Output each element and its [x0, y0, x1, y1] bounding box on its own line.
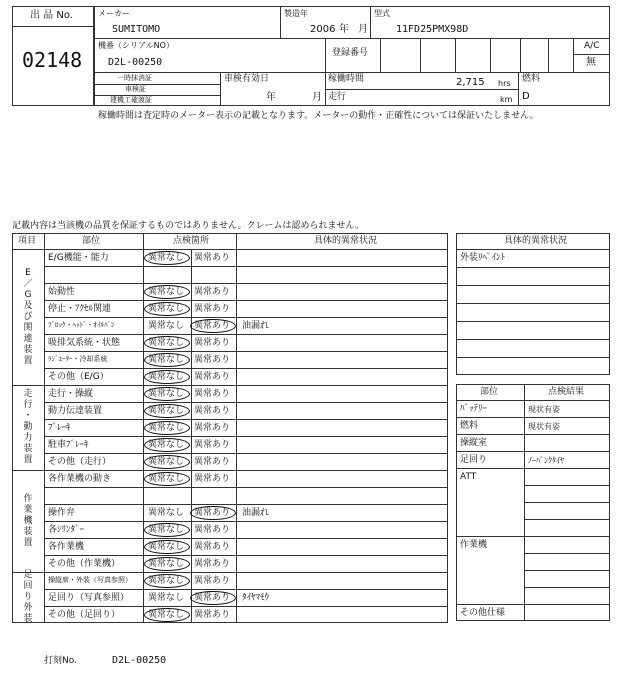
right-bottom-row-line	[524, 553, 610, 554]
part-cell: ﾌﾞﾛｯｸ・ﾍｯﾄﾞ・ｵｲﾙﾊﾟﾝ	[48, 321, 115, 329]
group-label	[22, 494, 34, 549]
abnormal-circle	[190, 591, 236, 605]
normal-circle	[144, 404, 190, 418]
stamp-label: 打刻No.	[44, 656, 77, 666]
normal-option: 異常なし	[148, 525, 185, 535]
disclaimer: 記載内容は当該機の品質を保証するものではありません。クレームは認められません。	[12, 221, 365, 231]
row-line	[44, 300, 448, 301]
cert2-label: 車検証	[125, 85, 146, 93]
abnormal-option: 異常あり	[194, 440, 231, 450]
group-label-char: 行	[23, 400, 33, 410]
detail-cell: 油漏れ	[242, 321, 270, 331]
ac-value: 無	[586, 57, 596, 68]
part-cell: 操縦席・外装（写真参照）	[48, 576, 132, 584]
normal-circle	[144, 455, 190, 469]
normal-circle	[144, 387, 190, 401]
normal-option: 異常なし	[148, 576, 185, 586]
mileage-unit: km	[500, 95, 513, 104]
part-cell: 各作業機の動き	[48, 474, 112, 484]
col-line	[44, 233, 45, 623]
mileage-label: 走行	[328, 92, 347, 102]
normal-option: 異常なし	[148, 304, 185, 314]
part-cell: ﾗｼﾞｴｰﾀｰ・冷却系統	[48, 355, 108, 363]
col-header-part: 部位	[82, 236, 101, 246]
abnormal-option: 異常あり	[194, 457, 231, 467]
right-bottom-part: 操縦室	[460, 438, 488, 448]
group-line	[12, 572, 448, 573]
right-bottom-row-line	[524, 570, 610, 571]
right-bottom-part: 燃料	[460, 421, 479, 431]
right-bottom-row-line	[524, 587, 610, 588]
right-top-row-line	[456, 303, 610, 304]
abnormal-option: 異常あり	[194, 321, 231, 331]
detail-cell: 油漏れ	[242, 508, 270, 518]
part-cell: その他（作業機）	[48, 559, 121, 569]
normal-circle	[144, 523, 190, 537]
abnormal-option: 異常あり	[194, 304, 231, 314]
right-top-cell: 外装ﾘﾍﾟｲﾝﾄ	[460, 253, 506, 263]
group-label-char: ／	[23, 278, 33, 289]
group-label-char: 装	[23, 614, 33, 624]
normal-circle	[144, 557, 190, 571]
row-line	[44, 521, 448, 522]
normal-circle	[144, 540, 190, 554]
normal-circle	[144, 472, 190, 486]
model-value: 11FD25PMX98D	[396, 24, 469, 35]
part-cell: 走行・操縦	[48, 389, 94, 399]
abnormal-option: 異常あり	[194, 423, 231, 433]
row-line	[44, 402, 448, 403]
right-bottom-row-line	[524, 519, 610, 520]
group-label-char: 連	[23, 333, 33, 344]
row-line	[44, 453, 448, 454]
fuel-value: D	[522, 91, 530, 102]
abnormal-option: 異常あり	[194, 355, 231, 365]
right-bottom-part: ﾊﾞｯﾃﾘｰ	[460, 404, 488, 414]
normal-circle	[144, 421, 190, 435]
right-top-row-line	[456, 339, 610, 340]
inspection-year-unit: 年	[266, 92, 276, 103]
inspection-label: 車検有効日	[224, 74, 270, 84]
right-bottom-row-line	[456, 536, 610, 537]
row-line	[44, 317, 448, 318]
registration-label: 登録番号	[332, 48, 369, 58]
model-label: 型式	[374, 9, 390, 18]
abnormal-option: 異常あり	[194, 525, 231, 535]
abnormal-option: 異常あり	[194, 406, 231, 416]
col-header-check: 点検箇所	[173, 236, 210, 246]
col-line	[236, 233, 237, 623]
normal-option: 異常なし	[148, 474, 185, 484]
group-label-char: 作	[23, 493, 33, 504]
right-bottom-part: ATT	[460, 472, 477, 482]
row-line	[44, 436, 448, 437]
group-label-char: 回	[23, 581, 33, 591]
row-line	[44, 283, 448, 284]
serial-label: 機番（シリアルNO）	[98, 41, 174, 50]
part-cell: 各作業機	[48, 542, 85, 552]
row-line	[44, 419, 448, 420]
abnormal-option: 異常あり	[194, 593, 231, 603]
group-line	[12, 470, 448, 471]
normal-option: 異常なし	[148, 253, 185, 263]
group-label-char: ・	[23, 411, 33, 421]
right-bottom-row-line	[456, 434, 610, 435]
abnormal-option: 異常あり	[194, 389, 231, 399]
part-cell: 動力伝達装置	[48, 406, 103, 416]
group-label-char: び	[23, 311, 33, 322]
abnormal-circle	[190, 506, 236, 520]
year-value: 2006	[310, 24, 336, 35]
row-line	[44, 368, 448, 369]
row-line	[44, 334, 448, 335]
normal-option: 異常なし	[148, 610, 185, 620]
right-top-row-line	[456, 357, 610, 358]
right-bottom-header-result: 点検結果	[548, 387, 585, 397]
group-label-char: 力	[23, 433, 33, 443]
group-label-char: 置	[23, 355, 33, 366]
part-cell: ﾌﾞﾚｰｷ	[48, 423, 71, 433]
group-label-char: 装	[23, 344, 33, 355]
group-label-char: 走	[23, 389, 33, 399]
part-cell: 始動性	[48, 287, 76, 297]
group-label	[22, 268, 34, 367]
abnormal-option: 異常あり	[194, 474, 231, 484]
normal-option: 異常なし	[148, 457, 185, 467]
hours-label: 稼働時間	[328, 74, 365, 84]
normal-option: 異常なし	[148, 372, 185, 382]
maker-value: SUMITOMO	[112, 24, 161, 35]
group-label-char: 外	[23, 603, 33, 613]
col-header-item: 項目	[18, 236, 37, 246]
normal-option: 異常なし	[148, 508, 185, 518]
group-label-char: 動	[23, 422, 33, 432]
normal-circle	[144, 608, 190, 622]
part-cell: 吸排気系統・状態	[48, 338, 121, 348]
abnormal-option: 異常あり	[194, 559, 231, 569]
right-top-row-line	[456, 321, 610, 322]
abnormal-option: 異常あり	[194, 253, 231, 263]
abnormal-option: 異常あり	[194, 610, 231, 620]
right-bottom-part: 足回り	[460, 455, 488, 465]
row-line	[44, 589, 448, 590]
right-bottom-row-line	[524, 502, 610, 503]
part-cell: 停止・ｱｸｾﾙ関連	[48, 304, 112, 314]
normal-circle	[144, 370, 190, 384]
cert1-label: 一時抹消証	[117, 74, 152, 82]
right-bottom-row-line	[456, 468, 610, 469]
part-cell: E/G機能・能力	[48, 253, 109, 263]
fuel-label: 燃料	[522, 74, 541, 84]
right-bottom-row-line	[456, 417, 610, 418]
normal-option: 異常なし	[148, 338, 185, 348]
right-top-header-line	[456, 249, 610, 250]
right-bottom-result: 現状有姿	[528, 422, 560, 431]
serial-value: D2L-00250	[108, 57, 163, 68]
right-bottom-result: ﾉｰﾊﾟﾝｸﾀｲﾔ	[528, 456, 564, 465]
normal-option: 異常なし	[148, 287, 185, 297]
normal-option: 異常なし	[148, 542, 185, 552]
right-top-row-line	[456, 267, 610, 268]
meter-note: 稼働時間は査定時のメーター表示の記載となります。メーターの動作・正確性については保証いたしません。	[98, 111, 539, 121]
abnormal-circle	[190, 319, 236, 333]
header-line	[12, 249, 448, 250]
part-cell: その他（走行）	[48, 457, 112, 467]
right-bottom-row-line	[456, 604, 610, 605]
inspection-month-unit: 月	[312, 92, 322, 103]
right-bottom-row-line	[524, 485, 610, 486]
right-bottom-part: 作業機	[460, 540, 488, 550]
group-label-char: G	[24, 289, 32, 300]
normal-circle	[144, 302, 190, 316]
abnormal-option: 異常あり	[194, 508, 231, 518]
ac-label: A/C	[584, 41, 600, 51]
part-cell: その他（足回り）	[48, 610, 121, 620]
group-label-char: 及	[23, 300, 33, 311]
normal-option: 異常なし	[148, 559, 185, 569]
part-cell: 各ｼﾘﾝﾀﾞｰ	[48, 525, 85, 535]
lot-number: 02148	[22, 48, 83, 72]
row-line	[44, 538, 448, 539]
normal-option: 異常なし	[148, 321, 185, 331]
right-bottom-row-line	[456, 451, 610, 452]
maker-label: メーカー	[98, 9, 130, 18]
group-line	[12, 385, 448, 386]
right-bottom-part: その他仕様	[460, 608, 506, 618]
row-line	[44, 487, 448, 488]
normal-option: 異常なし	[148, 440, 185, 450]
row-line	[44, 555, 448, 556]
month-unit: 月	[358, 24, 368, 35]
hours-unit: hrs	[498, 79, 511, 88]
year-label: 製造年	[284, 9, 308, 18]
group-label	[22, 389, 34, 466]
abnormal-option: 異常あり	[194, 542, 231, 552]
normal-option: 異常なし	[148, 423, 185, 433]
stamp-value: D2L-00250	[112, 655, 167, 666]
row-line	[44, 266, 448, 267]
detail-cell: ﾀｲﾔﾏﾓｳ	[242, 593, 270, 603]
cert3-label: 建機工確渡証	[110, 96, 152, 104]
group-label-char: 装	[23, 526, 33, 537]
normal-circle	[144, 353, 190, 367]
row-line	[44, 351, 448, 352]
normal-circle	[144, 574, 190, 588]
group-label-char: 置	[23, 537, 33, 548]
abnormal-option: 異常あり	[194, 287, 231, 297]
group-label-char: 機	[23, 515, 33, 526]
normal-circle	[144, 336, 190, 350]
col-header-detail: 具体的異常状況	[314, 236, 378, 246]
group-label	[22, 570, 34, 625]
abnormal-option: 異常あり	[194, 338, 231, 348]
normal-option: 異常なし	[148, 389, 185, 399]
right-top-header: 具体的異常状況	[504, 236, 568, 246]
normal-option: 異常なし	[148, 593, 185, 603]
hours-value: 2,715	[456, 77, 485, 88]
row-line	[44, 606, 448, 607]
group-label-char: E	[25, 267, 31, 278]
group-label-char: 足	[23, 570, 33, 580]
part-cell: その他（E/G）	[48, 372, 109, 382]
right-bottom-header-line	[456, 400, 610, 401]
year-unit: 年	[339, 24, 349, 35]
right-top-row-line	[456, 285, 610, 286]
group-label-char: 業	[23, 504, 33, 515]
group-label-char: 置	[23, 455, 33, 465]
normal-circle	[144, 251, 190, 265]
normal-circle	[144, 285, 190, 299]
part-cell: 駐車ﾌﾞﾚｰｷ	[48, 440, 89, 450]
normal-option: 異常なし	[148, 406, 185, 416]
part-cell: 操作弁	[48, 508, 76, 518]
lot-label: 出 品 No.	[30, 10, 73, 21]
abnormal-option: 異常あり	[194, 372, 231, 382]
group-label-char: り	[23, 592, 33, 602]
part-cell: 足回り（写真参照）	[48, 593, 130, 603]
group-label-char: 装	[23, 444, 33, 454]
normal-option: 異常なし	[148, 355, 185, 365]
group-label-char: 関	[23, 322, 33, 333]
right-bottom-result: 現状有姿	[528, 405, 560, 414]
right-bottom-header-part: 部位	[480, 387, 499, 397]
row-line	[44, 504, 448, 505]
abnormal-option: 異常あり	[194, 576, 231, 586]
normal-circle	[144, 438, 190, 452]
